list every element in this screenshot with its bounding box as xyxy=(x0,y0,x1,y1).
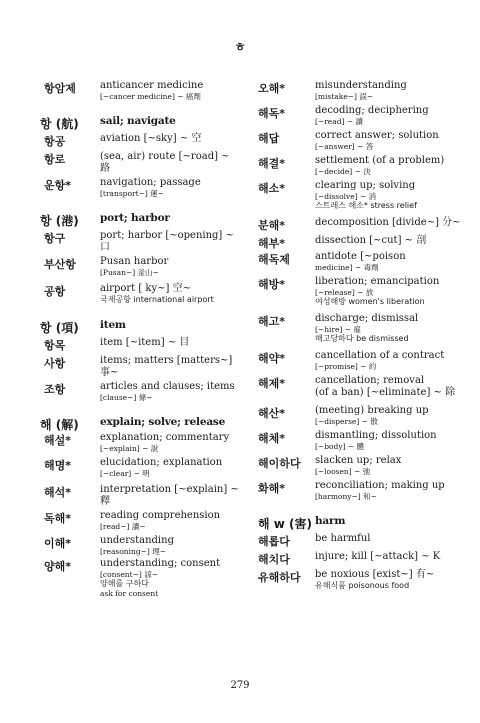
dictionary-entry xyxy=(258,480,466,501)
entry-keyword: 항 (港) xyxy=(40,214,79,228)
entry-keyword: 분해* xyxy=(258,219,286,232)
entry-note: [~hire] ~ 雇 xyxy=(315,325,361,334)
dictionary-entry xyxy=(258,80,466,101)
entry-note: [~dissolve] ~ 消 xyxy=(315,192,377,201)
dictionary-entry xyxy=(40,535,240,556)
entry-keyword: 해결* xyxy=(258,157,286,170)
entry-note: [clause~] 條~ xyxy=(100,393,153,402)
dictionary-entry xyxy=(258,105,466,126)
entry-keyword: 화해* xyxy=(258,482,286,495)
entry-definition: (meeting) breaking up xyxy=(315,405,429,416)
entry-definition: understanding; consent xyxy=(100,558,221,569)
entry-keyword: 해이하다 xyxy=(258,457,301,470)
entry-heading xyxy=(258,515,466,531)
entry-note: 스트레스 해소* stress relief xyxy=(315,201,417,210)
entry-definition: reconciliation; making up xyxy=(315,480,445,491)
entry-note: [harmony~] 和~ xyxy=(315,492,377,501)
dictionary-entry xyxy=(258,375,466,399)
dictionary-entry xyxy=(258,551,466,566)
entry-keyword: 해치다 xyxy=(258,553,290,566)
entry-definition: harm xyxy=(315,515,346,527)
entry-keyword: 항로 xyxy=(44,153,66,166)
dictionary-entry xyxy=(258,533,466,548)
entry-note: 양해를 구하다 xyxy=(100,579,149,588)
entry-keyword: 운항* xyxy=(44,179,72,192)
entry-keyword: 해제* xyxy=(258,377,286,390)
entry-keyword: 이해* xyxy=(44,537,72,550)
entry-keyword: 항구 xyxy=(44,232,66,245)
entry-definition: interpretation [~explain] ~ 釋 xyxy=(100,484,239,507)
entry-keyword: 해산* xyxy=(258,407,286,420)
dictionary-entry xyxy=(258,251,466,272)
dictionary-entry xyxy=(40,133,240,148)
entry-note: [~read] ~ 讀 xyxy=(315,117,363,126)
entry-note: [Pusan~] 釜山~ xyxy=(100,268,159,277)
entry-keyword: 부산항 xyxy=(44,258,76,271)
entry-definition: port; harbor [~opening] ~ 口 xyxy=(100,230,234,253)
entry-definition: decoding; deciphering xyxy=(315,105,429,116)
dictionary-entry xyxy=(258,155,466,176)
entry-definition: antidote [~poison xyxy=(315,251,406,262)
dictionary-entry xyxy=(40,457,240,478)
dictionary-entry xyxy=(40,177,240,198)
entry-note: [~promise] ~ 約 xyxy=(315,362,377,371)
entry-definition: sail; navigate xyxy=(100,115,176,127)
entry-keyword: 오해* xyxy=(258,82,286,95)
entry-definition: correct answer; solution xyxy=(315,130,439,141)
entry-definition: navigation; passage xyxy=(100,177,201,188)
entry-definition: be harmful xyxy=(315,533,371,544)
entry-definition: airport [ ky~] 空~ xyxy=(100,283,191,294)
dictionary-entry xyxy=(258,405,466,426)
page-header-letter: ㅎ xyxy=(234,40,246,54)
entry-note: [~answer] ~ 答 xyxy=(315,142,374,151)
dictionary-entry xyxy=(40,510,240,531)
entry-definition: anticancer medicine xyxy=(100,80,204,91)
entry-keyword: 해고* xyxy=(258,315,286,328)
entry-definition: cancellation; removal xyxy=(315,375,425,386)
entry-keyword: 해롭다 xyxy=(258,535,290,548)
entry-heading xyxy=(40,115,240,131)
entry-keyword: 해독* xyxy=(258,107,286,120)
entry-definition: decomposition [divide~] 分~ xyxy=(315,217,461,228)
entry-note: [~clear] ~ 明 xyxy=(100,469,150,478)
dictionary-entry xyxy=(40,337,240,352)
entry-definition: port; harbor xyxy=(100,212,170,224)
entry-definition: dissection [~cut] ~ 剖 xyxy=(315,235,427,246)
entry-note: [~body] ~ 體 xyxy=(315,442,365,451)
entry-note: [consent~] 諒~ xyxy=(100,570,158,579)
entry-keyword: 해 w (害) xyxy=(258,517,313,531)
right-column xyxy=(258,80,466,591)
dictionary-entry xyxy=(258,130,466,151)
dictionary-entry xyxy=(40,230,240,254)
dictionary-entry xyxy=(40,432,240,453)
entry-keyword: 해약* xyxy=(258,352,286,365)
entry-keyword: 조항 xyxy=(44,383,66,396)
entry-note: [~disperse] ~ 散 xyxy=(315,417,378,426)
dictionary-entry xyxy=(40,80,240,101)
entry-heading xyxy=(40,212,240,228)
entry-definition: item [~item] ~ 目 xyxy=(100,337,190,348)
entry-definition: settlement (of a problem) xyxy=(315,155,445,166)
entry-definition: items; matters [matters~] 事~ xyxy=(100,355,233,378)
dictionary-entry xyxy=(258,430,466,451)
dictionary-entry xyxy=(40,355,240,379)
dictionary-entry xyxy=(40,381,240,402)
dictionary-entry xyxy=(258,276,466,307)
entry-note: (of a ban) [~eliminate] ~ 除 xyxy=(315,387,456,398)
entry-keyword: 독해* xyxy=(44,512,72,525)
entry-keyword: 해소* xyxy=(258,182,286,195)
entry-keyword: 해체* xyxy=(258,432,286,445)
left-column xyxy=(40,80,240,598)
entry-note: [~decide] ~ 決 xyxy=(315,167,371,176)
entry-definition: cancellation of a contract xyxy=(315,350,445,361)
entry-definition: explanation; commentary xyxy=(100,432,230,443)
entry-definition: articles and clauses; items xyxy=(100,381,235,392)
entry-definition: Pusan harbor xyxy=(100,256,169,267)
entry-definition: item xyxy=(100,319,126,331)
entry-definition: clearing up; solving xyxy=(315,180,416,191)
entry-definition: slacken up; relax xyxy=(315,455,402,466)
entry-keyword: 사항 xyxy=(44,357,66,370)
dictionary-entry xyxy=(258,235,466,250)
entry-keyword: 공항 xyxy=(44,285,66,298)
entry-keyword: 해부* xyxy=(258,237,286,250)
entry-keyword: 항 (項) xyxy=(40,321,79,335)
entry-definition: injure; kill [~attack] ~ K xyxy=(315,551,441,562)
entry-definition: discharge; dismissal xyxy=(315,313,419,324)
entry-keyword: 항 (航) xyxy=(40,117,79,131)
dictionary-entry xyxy=(258,313,466,344)
entry-definition: explain; solve; release xyxy=(100,416,226,428)
dictionary-entry xyxy=(258,180,466,211)
entry-note: 국제공항 international airport xyxy=(100,295,214,304)
entry-note: [~explain] ~ 說 xyxy=(100,444,159,453)
entry-definition: aviation [~sky] ~ 空 xyxy=(100,133,202,144)
entry-definition: misunderstanding xyxy=(315,80,407,91)
entry-keyword: 해방* xyxy=(258,278,286,291)
entry-keyword: 항암제 xyxy=(44,82,76,95)
entry-definition: dismantling; dissolution xyxy=(315,430,437,441)
entry-note: 해고당하다 be dismissed xyxy=(315,334,409,343)
dictionary-entry xyxy=(258,350,466,371)
entry-keyword: 유해하다 xyxy=(258,571,301,584)
entry-heading xyxy=(40,319,240,335)
entry-heading xyxy=(40,416,240,432)
entry-note: medicine] ~ 毒劑 xyxy=(315,263,379,272)
entry-definition: understanding xyxy=(100,535,174,546)
entry-note: [transport~] 運~ xyxy=(100,189,164,198)
entry-definition: reading comprehension xyxy=(100,510,221,521)
entry-definition: elucidation; explanation xyxy=(100,457,223,468)
entry-note: 여성해방 women's liberation xyxy=(315,297,425,306)
dictionary-entry xyxy=(258,217,466,232)
entry-note: [~loosen] ~ 弛 xyxy=(315,467,371,476)
entry-keyword: 해독제 xyxy=(258,253,290,266)
entry-keyword: 해명* xyxy=(44,459,72,472)
dictionary-entry xyxy=(40,558,240,598)
entry-note: [~release] ~ 放 xyxy=(315,288,374,297)
entry-note: [read~] 讀~ xyxy=(100,522,146,531)
entry-keyword: 항목 xyxy=(44,339,66,352)
dictionary-entry xyxy=(40,256,240,277)
dictionary-entry xyxy=(40,484,240,508)
entry-keyword: 해답 xyxy=(258,132,280,145)
entry-definition: liberation; emancipation xyxy=(315,276,440,287)
dictionary-entry xyxy=(40,151,240,175)
dictionary-entry xyxy=(258,569,466,591)
entry-note: 유해식품 poisonous food xyxy=(315,581,410,590)
entry-keyword: 해 (解) xyxy=(40,418,79,432)
entry-note: [mistake~] 誤~ xyxy=(315,92,374,101)
entry-definition: (sea, air) route [~road] ~ 路 xyxy=(100,151,230,174)
entry-keyword: 양해* xyxy=(44,560,72,573)
dictionary-entry xyxy=(40,283,240,305)
dictionary-entry xyxy=(258,455,466,476)
entry-keyword: 항공 xyxy=(44,135,66,148)
entry-note: ask for consent xyxy=(100,589,159,598)
entry-note: [reasoning~] 理~ xyxy=(100,547,167,556)
entry-definition: be noxious [exist~] 有~ xyxy=(315,569,435,580)
entry-note: [~cancer medicine] ~ 癌劑 xyxy=(100,92,201,101)
entry-keyword: 해석* xyxy=(44,486,72,499)
entry-keyword: 해설* xyxy=(44,434,72,447)
page-number: 279 xyxy=(230,680,250,691)
